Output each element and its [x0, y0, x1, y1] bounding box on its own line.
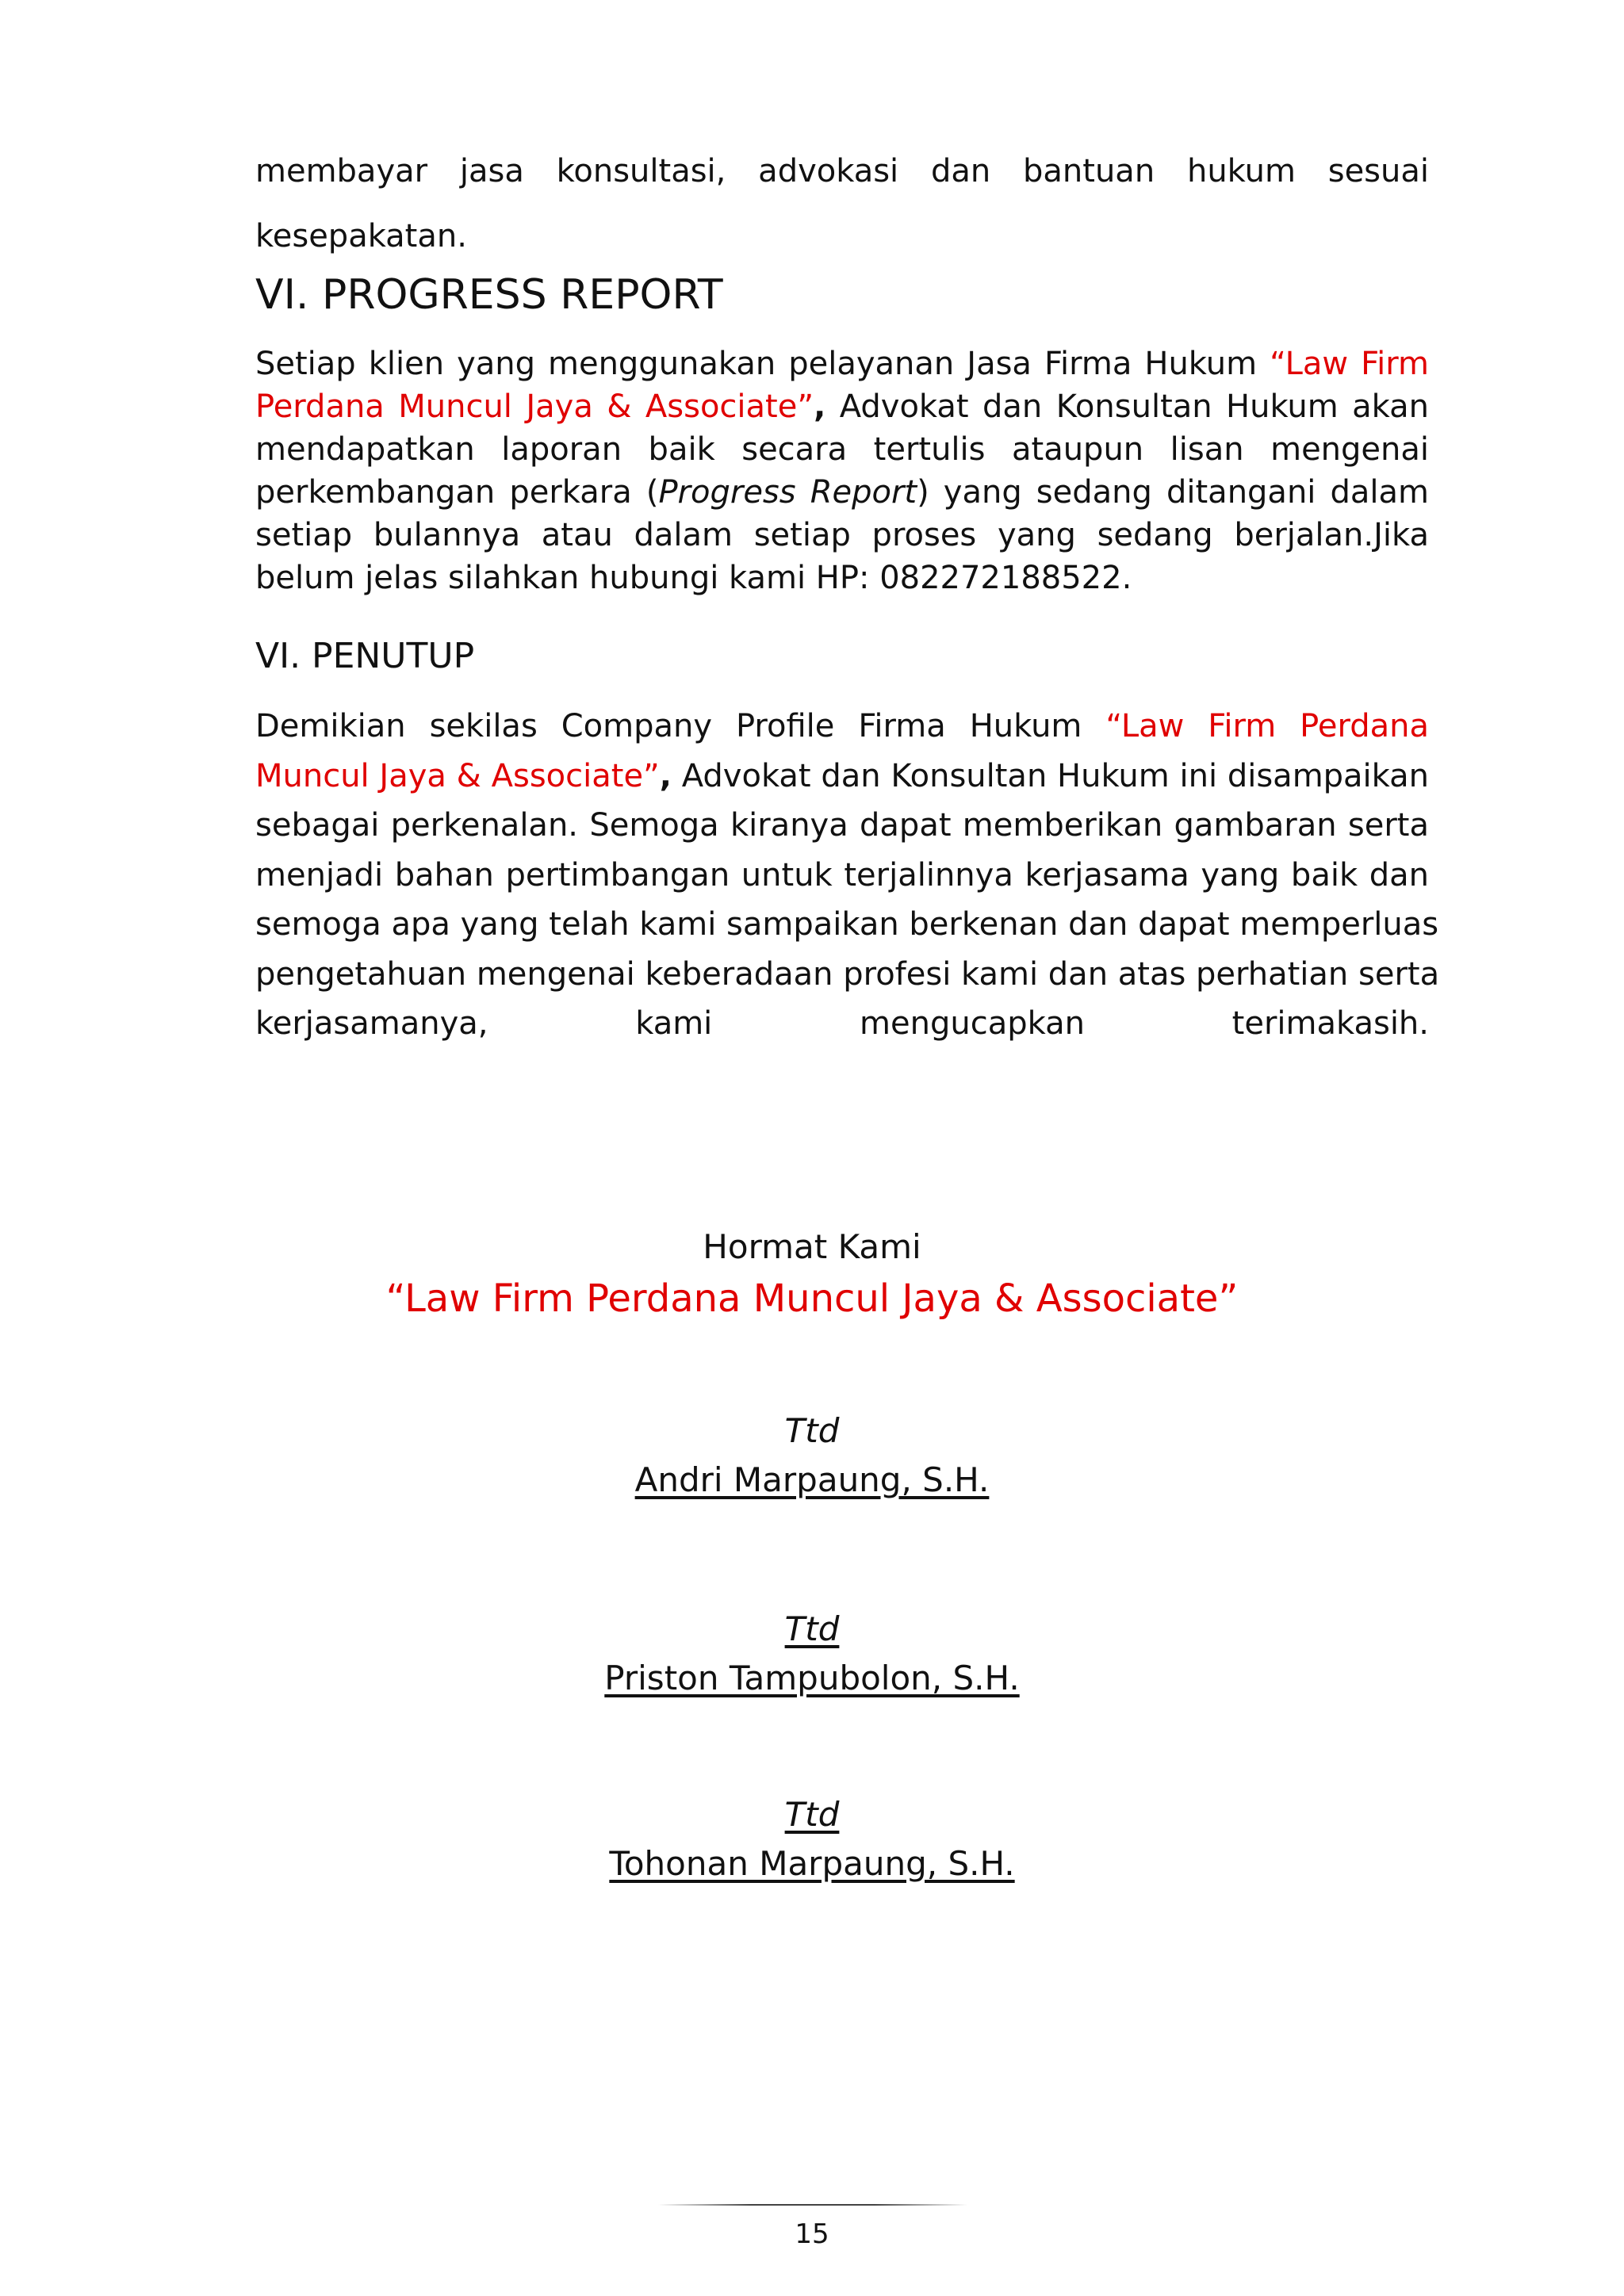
- section-heading-penutup: VI. PENUTUP: [255, 636, 475, 676]
- paragraph-line: [255, 471, 1429, 514]
- paragraph-line: menjadi bahan pertimbangan untuk terjalinnya kerjasama yang baik dan: [255, 856, 1429, 894]
- signature-mark-text: Ttd: [784, 1795, 840, 1834]
- paragraph-line: [255, 557, 1429, 599]
- signature-mark: Ttd: [784, 1411, 840, 1450]
- text-run: Demikian sekilas Company Profile Firma Hukum: [255, 708, 1106, 744]
- italic-term: Progress Report: [658, 474, 917, 511]
- text-run: ,: [659, 757, 672, 794]
- paragraph-line: setiap bulannya atau dalam setiap proses yang sedang berjalan.Jika: [255, 517, 1429, 553]
- paragraph-line: [255, 385, 1429, 428]
- paragraph-line: semoga apa yang telah kami sampaikan berkenan dan dapat memperluas: [255, 906, 1439, 943]
- text-run: perkembangan perkara (: [255, 474, 659, 511]
- closing-greeting: Hormat Kami: [703, 1227, 921, 1266]
- text-run: Advokat dan Konsultan Hukum akan: [825, 388, 1430, 425]
- section-heading-progress-report: VI. PROGRESS REPORT: [255, 271, 723, 319]
- paragraph-line: pengetahuan mengenai keberadaan profesi kami dan atas perhatian serta: [255, 955, 1440, 993]
- page-number: 15: [795, 2218, 829, 2250]
- text-run: Setiap klien yang menggunakan pelayanan Jasa Firma Hukum: [255, 346, 1270, 382]
- signer-name: Tohonan Marpaung, S.H.: [609, 1844, 1015, 1883]
- signer-name: Andri Marpaung, S.H.: [634, 1460, 990, 1499]
- firm-name-highlight: “Law Firm: [1270, 346, 1430, 382]
- firm-name-highlight: “Law Firm Perdana: [1105, 708, 1429, 744]
- closing-firm-name: “Law Firm Perdana Muncul Jaya & Associate”: [385, 1276, 1239, 1321]
- intro-paragraph: [255, 139, 1429, 269]
- text-run: Advokat dan Konsultan Hukum ini disampaikan: [672, 757, 1429, 794]
- penutup-paragraph: [255, 702, 1440, 1049]
- signature-mark: [0, 1609, 1624, 1648]
- paragraph-line: kerjasamanya, kami mengucapkan terimakasih.: [255, 1005, 1429, 1042]
- text-run: ) yang sedang ditangani dalam: [917, 474, 1429, 511]
- paragraph-line: mendapatkan laporan baik secara tertulis ataupun lisan mengenai: [255, 431, 1429, 468]
- signature-mark-text: Ttd: [784, 1609, 840, 1648]
- paragraph-line: [255, 752, 1429, 802]
- paragraph-line: [255, 702, 1429, 752]
- footer-divider: [658, 2204, 967, 2206]
- signature-mark: [0, 1795, 1624, 1834]
- intro-line: kesepakatan.: [255, 218, 467, 254]
- text-run: belum jelas silahkan hubungi kami: [255, 560, 816, 596]
- progress-report-paragraph: [255, 342, 1429, 599]
- signer-name: Priston Tampubolon, S.H.: [604, 1659, 1020, 1697]
- firm-name-highlight: Muncul Jaya & Associate”: [255, 757, 660, 794]
- paragraph-line: sebagai perkenalan. Semoga kiranya dapat memberikan gambaran serta: [255, 807, 1429, 844]
- text-run: ,: [814, 388, 826, 425]
- intro-line: membayar jasa konsultasi, advokasi dan bantuan hukum sesuai: [255, 153, 1429, 189]
- firm-name-highlight: Perdana Muncul Jaya & Associate”: [255, 388, 814, 425]
- paragraph-line: [255, 342, 1429, 385]
- phone-number: HP: 082272188522.: [815, 560, 1132, 596]
